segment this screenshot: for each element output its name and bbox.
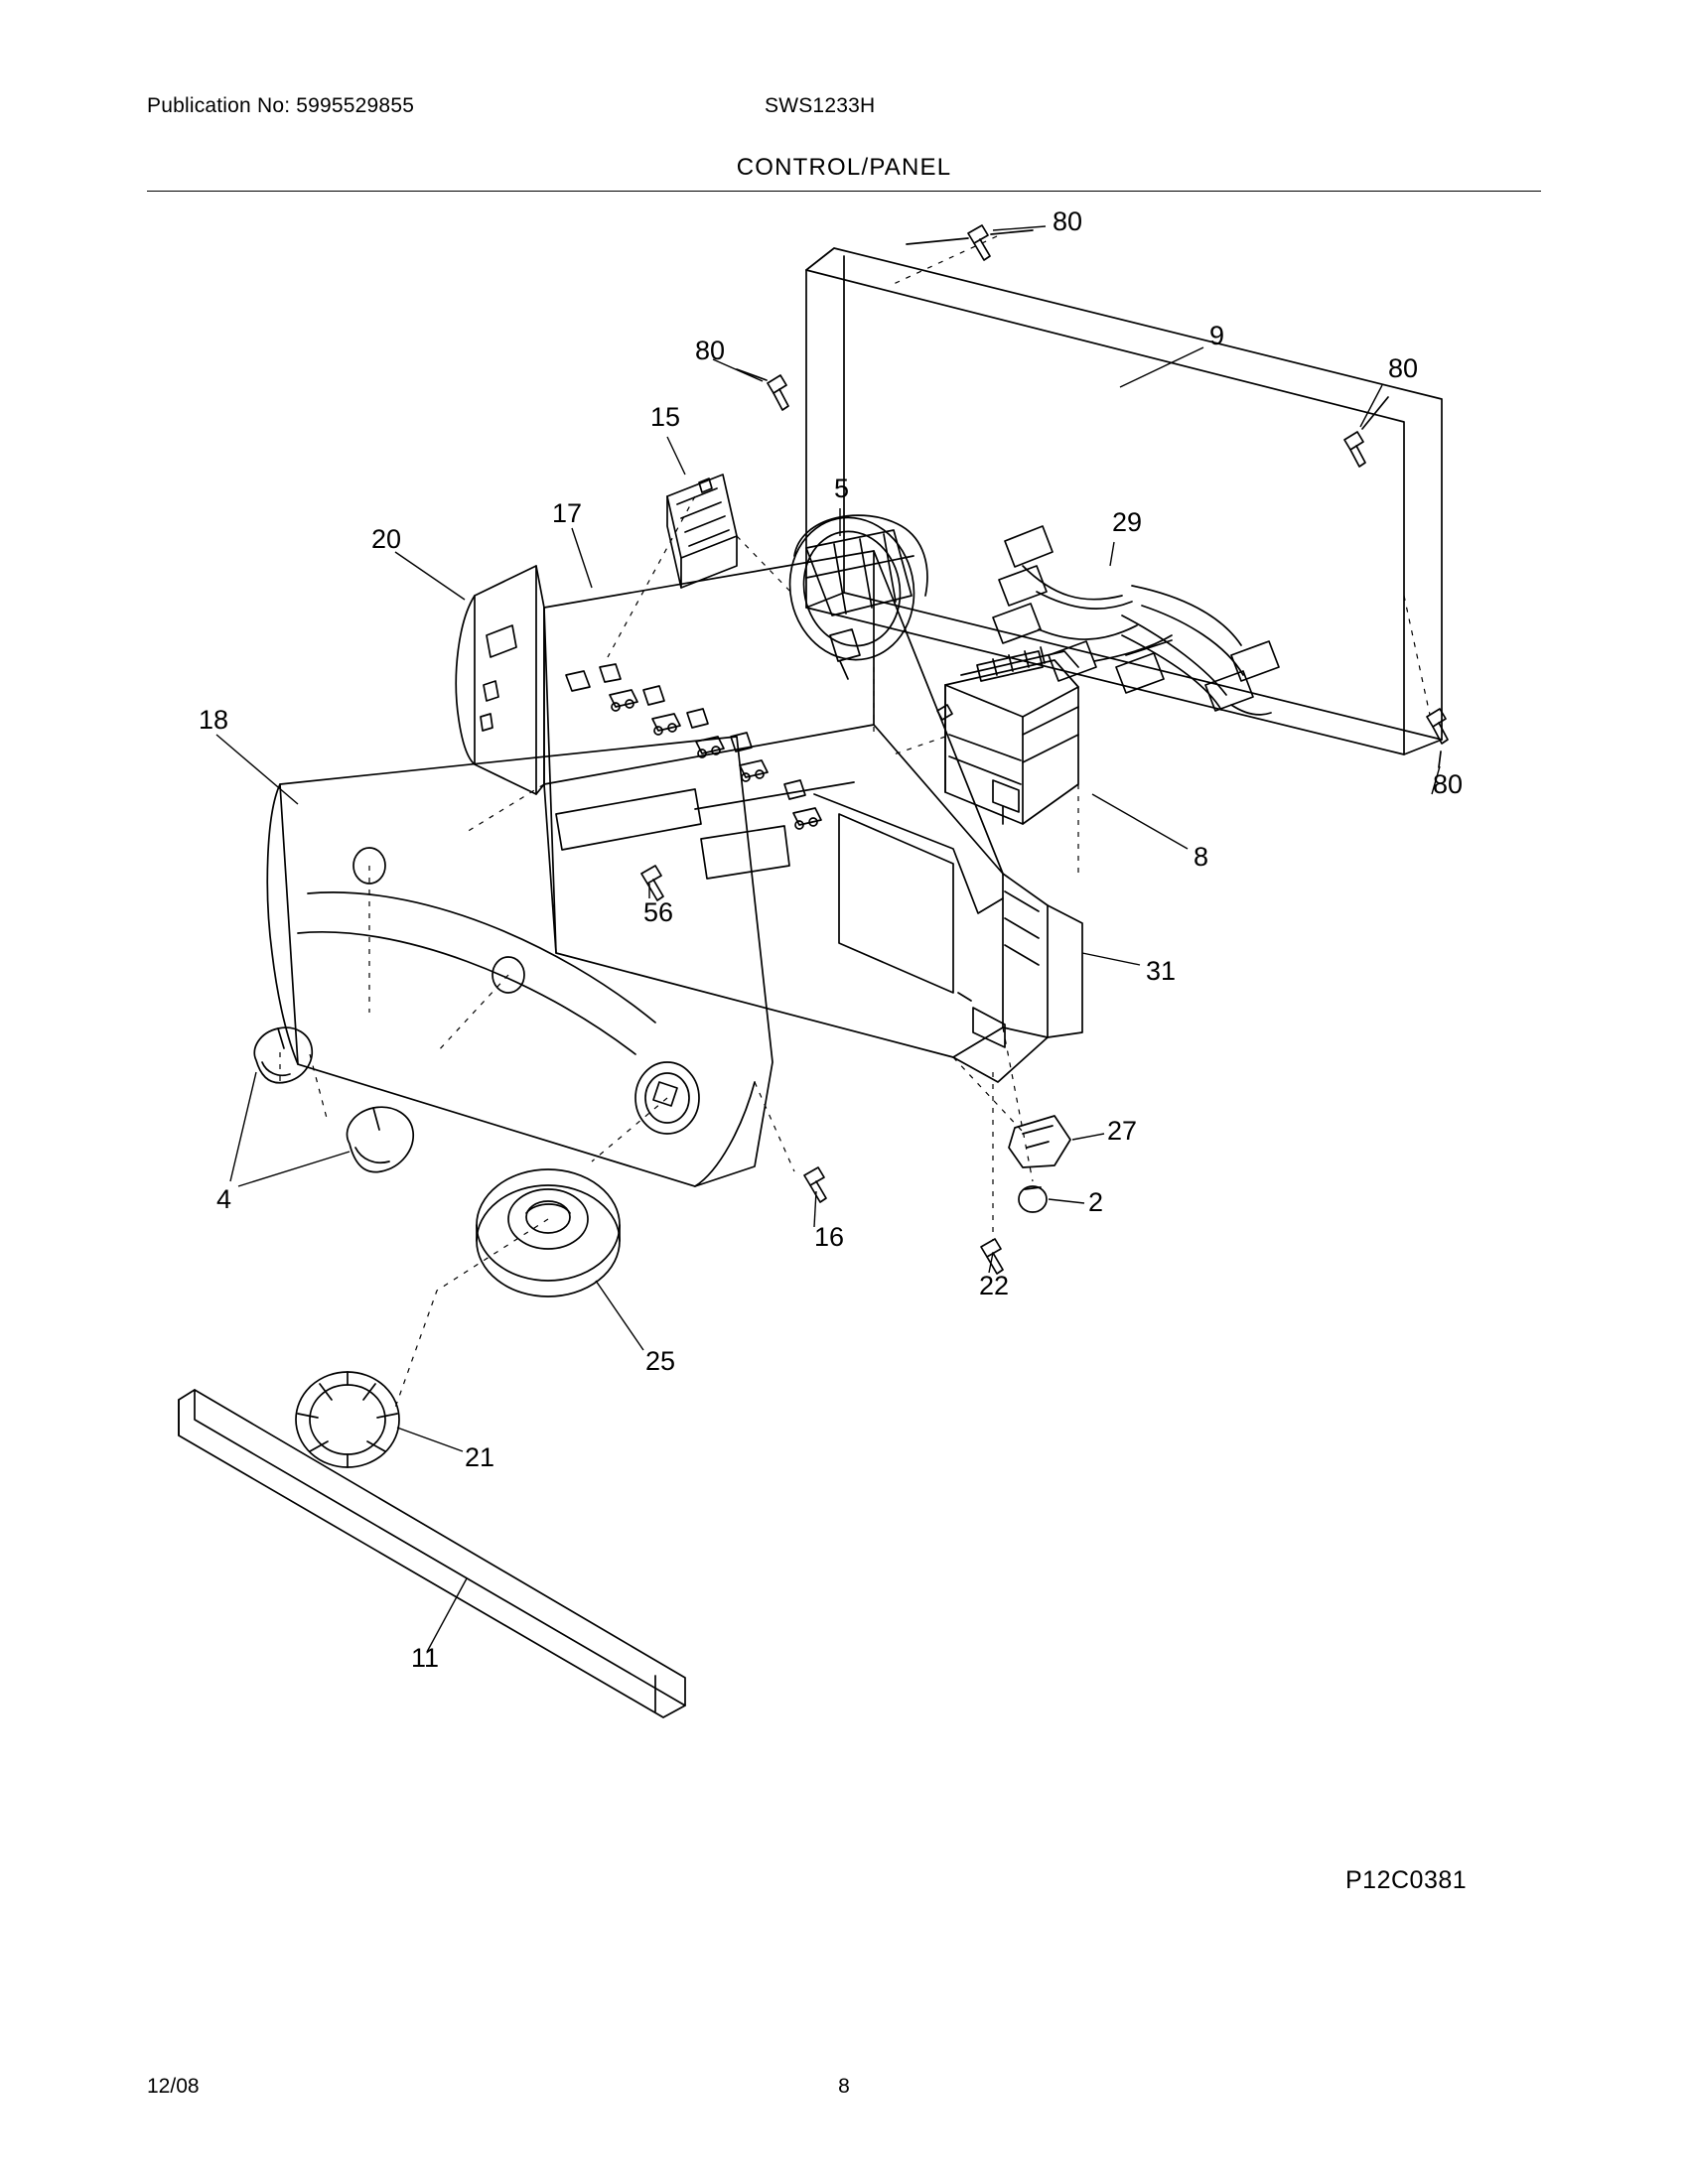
part-20-end-cap (456, 566, 544, 794)
part-17-switch-bank (566, 664, 821, 829)
callout-80-top: 80 (1053, 206, 1083, 236)
part-31-right-end-cap (1048, 905, 1082, 1037)
callout-15: 15 (650, 402, 681, 432)
footer-page-number: 8 (838, 2075, 850, 2098)
callout-8: 8 (1194, 842, 1209, 872)
callout-4: 4 (216, 1184, 232, 1214)
callout-80-right-lower: 80 (1433, 769, 1464, 799)
callout-25: 25 (645, 1346, 676, 1376)
part-25-selector-dial (477, 1169, 620, 1297)
callout-9: 9 (1209, 321, 1225, 350)
callout-56: 56 (643, 897, 674, 927)
callout-17: 17 (552, 498, 583, 528)
part-80-screw-right-upper (1344, 397, 1388, 467)
callout-5: 5 (834, 474, 850, 503)
part-21-ring (296, 1372, 399, 1467)
part-56-screw (641, 866, 663, 900)
callout-29: 29 (1112, 507, 1143, 537)
callout-80-right-upper: 80 (1388, 353, 1419, 383)
part-18-front-panel (267, 737, 773, 1186)
footer-date: 12/08 (147, 2075, 200, 2098)
part-2-bushing (1019, 1186, 1047, 1212)
callout-22: 22 (979, 1271, 1010, 1300)
page-title: CONTROL/PANEL (736, 154, 952, 181)
part-8-control-module (937, 647, 1078, 824)
callout-18: 18 (199, 705, 229, 735)
part-80-screw-left (737, 369, 788, 410)
callout-27: 27 (1107, 1116, 1138, 1146)
part-5-timer-assembly (776, 506, 927, 679)
callout-2: 2 (1088, 1187, 1104, 1217)
callout-11: 11 (411, 1643, 440, 1673)
callout-31: 31 (1146, 956, 1177, 986)
callout-21: 21 (465, 1442, 495, 1472)
part-9-back-panel (806, 248, 1442, 754)
callout-80-left: 80 (695, 336, 726, 365)
part-80-screw-top (907, 225, 1033, 260)
part-29-wire-harness (993, 526, 1279, 715)
part-4-knob-upper (254, 1027, 312, 1083)
model-number: SWS1233H (765, 94, 876, 117)
drawing-code: P12C0381 (1345, 1866, 1468, 1894)
callout-16: 16 (814, 1222, 845, 1252)
callout-20: 20 (371, 524, 402, 554)
part-15-switch-module (667, 475, 737, 588)
part-27-clip (1009, 1116, 1070, 1167)
publication-number: Publication No: 5995529855 (147, 94, 415, 117)
part-4-knob-lower (347, 1107, 413, 1171)
